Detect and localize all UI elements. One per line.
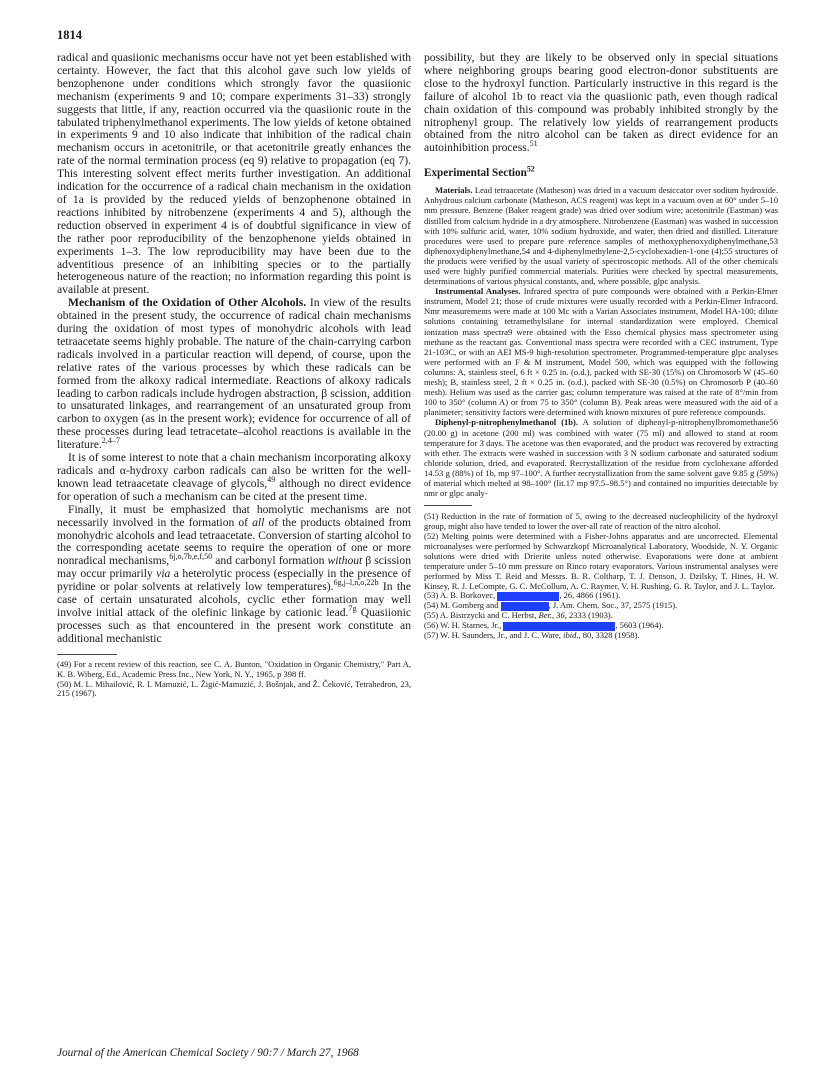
journal-footer: Journal of the American Chemical Society / 90:7 / March 27, 1968 (57, 1047, 359, 1059)
footnote-divider-right (424, 505, 472, 506)
footnote-53: (53) A. B. Borkovec, , 26, 4866 (1961). (424, 590, 621, 601)
instrumental-paragraph: Instrumental Analyses. Infrared spectra of pure compounds were obtained with a Perkin-Elmer instrument, Model 21; those of crude mixtures were usually recorded with a Perkin-Elmer Infracord. Nmr measurements were made at 100 Mc with a Varian Associates instrument, Model HA-100; dilute solutions containing tetramethylsilane for internal standardization were employed. Chemical ionization mass spectra9 were obtained with the Esso chemical physics mass spectrometer using methane as the reactant gas. Conventional mass spectra were recorded with a CEC instrument, Type 21-103C, or with an AEI MS-9 high-resolution spectrometer. Programmed-temperature glpc analyses were performed with an F & M instrument, Model 500, which was equipped with the following columns: A, stainless steel, 6 ft × 0.25 in. (o.d.), packed with SE-30 (15%) on Chromosorb W (45–60 mesh); B, stainless steel, 2 ft × 0.25 in. (o.d.), packed with SE-30 (0.5%) on Chromosorb P (40–60 mesh). Helium was used as the carrier gas; column temperature was raised at the rate of 8°/min from 100 to 350° (column A) or from 75 to 350° (column B). Peak areas were measured with the aid of a planimeter; sensitivity factors were determined with known mixtures of pure reference compounds. (424, 286, 778, 418)
ref-2-4-7: 2,4–7 (101, 436, 120, 446)
footnote-51: (51) Reduction in the rate of formation of 5, owing to the decreased nucleophilicity of the hydroxyl group, might also have tended to lower the over-all rate of reaction of the nitro alcohol. (424, 511, 778, 532)
footnote-divider (57, 654, 117, 655)
footnote-56: (56) W. H. Starnes, Jr., , 5603 (1964). (424, 620, 664, 631)
footnote-54: (54) M. Gomberg and , J. Am. Chem. Soc., 37, 2575 (1915). (424, 600, 678, 611)
page-number: 1814 (57, 28, 82, 42)
left-paragraph-3: It is of some interest to note that a chain mechanism incorporating alkoxy radicals and α-hydroxy carbon radicals can also be written for the well-known lead tetraacetate cleavage of glycols,$^{49}$ although no direct evidence for operation of such a mechanism can be cited at the present time. (57, 451, 411, 503)
footnote-55: (55) A. Bistrzycki and C. Herbst, Ber., 36, 2333 (1903). (424, 610, 613, 621)
footnote-50: (50) M. L. Mihailović, R. I. Mamuzić, L. Žigić-Mamuzić, J. Bošnjak, and Ž. Čeković, Tetrahedron, 23, 215 (1967). (57, 678, 411, 699)
left-paragraph-1: radical and quasiionic mechanisms occur have not yet been established with certainty. However, the fact that this alcohol gave such low yields of benzophenone under conditions which strongly favor the quasiionic mechanism (experiments 9 and 10; compare experiments 31–33) strongly suggests that little, if any, reaction occurred via the quasiionic route in the tabulated triphenylmethanol experiments. The low yields of ketone obtained in experiments 9 and 10 also indicate that inhibition of the radical chain mechanism occurs in acetonitrile, or that acetonitrile greatly enhances the rate of the normal termination process (eq 9) relative to propagation (eq 7). This interesting solvent effect merits further investigation. An additional indication for the occurrence of a radical chain mechanism in the oxidation of 1a is provided by the reduced yields of benzophenone obtained in reactions inhibited by nitrobenzene (experiments 4 and 5), although the reduction observed in experiment 4 is of doubtful significance in view of the rather poor reproducibility of the benzophenone yields obtained in experiments 1–3. The low reproducibility may have been due to the adventitious presence of an inhibiting species or to the partially heterogeneous nature of the reaction; no information regarding this point is available at present. (57, 52, 411, 297)
materials-heading: Materials. (435, 185, 473, 196)
mechanism-heading: Mechanism of the Oxidation of Other Alcohols. (68, 296, 307, 310)
experimental-section-title: Experimental Section$^{52}$ (424, 164, 535, 180)
left-paragraph-2-text: In view of the results obtained in the present study, the occurrence of radical chain mechanisms during the oxidation of most types of monohydric alcohols with lead tetraacetate seems highly probable. The nature of the chain-carrying carbon radicals involved in a particular reaction will depend, of course, upon the relative rates of the various processes by which these radicals can be formed from the alkoxy radical intermediate. Reactions of alkoxy radicals leading to carbon radicals include hydrogen abstraction, β scission, addition to unsaturated linkages, and rearrangement of an unsaturated group from carbon to oxygen (as in the present work); evidence for occurrence of all of these processes during lead tetracetate–alcohol reactions is available in the literature. (57, 296, 411, 452)
left-column (57, 52, 411, 1037)
left-paragraph-2 (57, 297, 411, 452)
right-column (424, 52, 778, 1037)
materials-paragraph: Materials. Lead tetraacetate (Matheson) was dried in a vacuum desiccator over sodium hydroxide. Anhydrous calcium carbonate (Matheson, ACS reagent) was kept in a vacuum oven at 60° under 5–10 mm pressure. Benzene (Baker reagent grade) was dried over sodium wire; acetonitrile (Eastman) was distilled from calcium hydride in a dry atmosphere. Nitrobenzene (Eastman) was washed in succession with 10% sulfuric acid, water, 10% sodium hydroxide, and water, then dried and distilled. Literature procedures were used to prepare pure reference samples of methoxyphenoxydiphenylmethane,53 diphenoxydiphenylmethane,54 and 4-diphenylmethylene-2,5-cyclohexadien-1-one (4);55 structures of the products were verified by the usual variety of spectroscopic methods. All of the other chemicals used were highly purified commercial materials. Purities were checked by spectral measurements, determinations of various physical constants, and, where possible, glpc analysis. (424, 185, 778, 287)
instrumental-heading: Instrumental Analyses. (435, 286, 521, 297)
footnote-49: (49) For a recent review of this reaction, see C. A. Bunton, "Oxidation in Organic Chemistry," Part A, K. B. Wiberg, Ed., Academic Press Inc., New York, N. Y., 1965, p 398 ff. (57, 658, 411, 679)
footnote-57: (57) W. H. Saunders, Jr., and J. C. Ware, ibid., 80, 3328 (1958). (424, 630, 640, 641)
ref-49: 49 (267, 475, 276, 485)
diphenyl-paragraph: Diphenyl-p-nitrophenylmethanol (1b). A solution of diphenyl-p-nitrophenylbromomethane56 (20.00 g) in acetone (200 ml) was combined with water (75 ml) and allowed to stand at room temperature for 3 days. The acetone was then evaporated, and the product was recovered by extracting with ether. The extracts were washed in succession with 3 N sodium carbonate and saturated sodium chloride solution, dried, and evaporated. Recrystallization of the residue from cyclohexane afforded 14.53 g (88%) of 1b, mp 97–100°. A further recrystallization from the same solvent gave 9.85 g (59%) of material which melted at 98–100° (lit.17 mp 97.5–98.5°) and contained no impurities detectable by nmr or glpc analy- (424, 417, 778, 499)
right-paragraph-1: possibility, but they are likely to be observed only in special situations where neighboring groups bearing good electron-donor substituents are close to the hydroxyl function. Particularly instructive in this regard is the failure of alcohol 1b to react via the quasiionic path, even though radical chain oxidation of this compound was probably inhibited strongly by the nitrophenyl group. The relatively low yields of rearrangement products obtained from the nitro alcohol can be taken as direct evidence for an autoinhibition process.$^{51}$ (424, 52, 778, 155)
diphenyl-heading: Diphenyl-p-nitrophenylmethanol (1b). (435, 417, 579, 428)
footnote-52: (52) Melting points were determined with a Fisher-Johns apparatus and are uncorrected. Elemental microanalyses were performed by Schwarzkopf Microanalytical Laboratory, Woodside, N. Y. Organic solutions were dried with Drierite unless noted otherwise. Evaporations were done at ambient temperature under 5–10 mm pressure on Rinco rotary evaporators. Various instrumental analyses were performed by Miss T. Reid and Messrs. B. R. Coltharp, T. J. Denson, J. Dzilsky, T. Hines, H. W. Kinsey, R. J. LeCompte, G. C. McCollum, A. C. Raymer, V. H. Rushing, G. R. Taylor, and J. L. Taylor. (424, 530, 778, 591)
left-paragraph-4: Finally, it must be emphasized that homolytic mechanisms are not necessarily involved in the formation of all of the products obtained from monohydric alcohols and lead tetraacetate. Conversion of starting alcohol to the corresponding acetate seems to require the operation of one or more nonradical mechanisms,$^{6j,o,7b,e,f,50}$ and carbonyl formation without β scission may occur primarily via a heterolytic process (especially in the presence of pyridine or polar solvents at relatively low temperatures).$^{6g,j-l,n,o,22b}$ In the case of certain unsaturated alcohols, cyclic ether formation may well involve initial attack of the olefinic linkage by cationic lead.$^{7g}$ Quasiionic processes such as that encountered in the present work constitute an additional mechanistic (57, 502, 411, 645)
